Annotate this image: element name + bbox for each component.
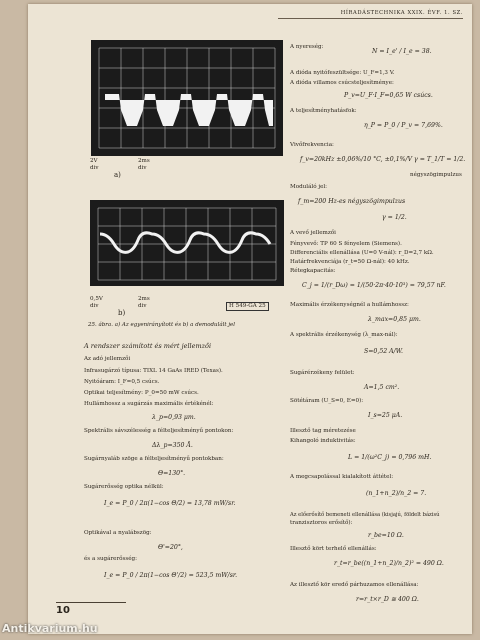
left-line: és a sugárerősség: <box>84 556 138 562</box>
right-line: Rétegkapacitás: <box>290 268 336 274</box>
right-line: Illesztő tag méretezése <box>290 428 356 434</box>
right-line: Kihangoló induktivitás: <box>290 438 356 444</box>
left-line: Optikai teljesítmény: P_0=50 mW csúcs. <box>84 390 199 396</box>
right-line: Határfrekvenciája (r_t=50 Ω-nál): 40 kHz. <box>290 259 410 265</box>
right-line: A vevő jellemzői <box>290 230 336 236</box>
right-formula: r=r_t×r_D ≅ 400 Ω. <box>356 596 419 603</box>
right-line: Sötétáram (U_S=0, E=0): <box>290 398 364 404</box>
right-formula: (n_1+n_2)/n_2 = 7. <box>366 490 427 497</box>
scope-a-time-label: 2ms div <box>138 158 150 171</box>
right-formula: η_P = P_0 / P_v = 7,69%. <box>364 122 443 129</box>
left-formula: Θ'=20°, <box>158 544 183 551</box>
right-formula: P_v=U_F·I_F=0,65 W csúcs. <box>344 92 433 99</box>
right-line: Sugárérzékeny felület: <box>290 370 355 376</box>
left-line: Hullámhossz a sugárzás maximális értékénél: <box>84 401 214 407</box>
right-line: Maximális érzékenységnél a hullámhossz: <box>290 302 409 308</box>
scope-a-volt-label: 2V div <box>90 158 99 171</box>
right-line: Fényvevő: TP 60 S fényelem (Siemens). <box>290 241 402 247</box>
right-line: A teljesítményhatásfok: <box>290 108 357 114</box>
left-line: Az adó jellemzői <box>84 356 131 362</box>
right-line: A dióda villamos csúcsteljesítménye: <box>290 80 394 86</box>
right-line: négyszögimpulzus <box>410 172 462 178</box>
right-formula: r_t=r_be((n_1+n_2)/n_2)² = 490 Ω. <box>334 560 444 567</box>
right-formula: f_v=20kHz ±0,06%/10 °C, ±0,1%/V γ = T_1/T = 1/2. <box>300 156 466 163</box>
right-line: A dióda nyitófeszültsége: U_F=1,3 V. <box>290 70 395 76</box>
right-line: Illesztő kört terhelő ellenállás: <box>290 546 377 552</box>
right-line: A spektrális érzékenység (λ_max-nál): <box>290 332 398 338</box>
figure-caption: 25. ábra. a) Az egyenirányított és b) a demodulált jel <box>88 322 236 328</box>
oscilloscope-image-b <box>90 200 284 318</box>
right-formula: C_j = 1/(r_Dω) = 1/(50·2π·40·10³) = 79,57 nF. <box>302 282 446 289</box>
right-formula: I_s=25 μA. <box>368 412 403 419</box>
running-header: HÍRADÁSTECHNIKA XXIX. ÉVF. 1. SZ. <box>278 10 463 19</box>
left-formula: λ_p=0,93 μm. <box>152 414 196 421</box>
oscilloscope-image-a <box>91 40 283 188</box>
watermark: Antikvarium.hu <box>2 622 98 635</box>
scope-b-volt-label: 0,5V div <box>90 296 103 309</box>
right-formula: λ_max=0,85 μm. <box>368 316 421 323</box>
right-formula: N = I_e' / I_e = 38. <box>372 48 432 55</box>
right-line: Az illesztő kör eredő párhuzamos ellenállása: <box>290 582 419 588</box>
left-formula: Δλ_p=350 Å. <box>152 442 193 449</box>
scope-a-tag: a) <box>114 171 121 179</box>
left-line: Spektrális sávszélesség a félteljesítményű pontokon: <box>84 428 234 434</box>
left-formula: I_e = P_0 / 2π(1−cos Θ/2) = 13,78 mW/sr. <box>104 500 236 507</box>
right-formula: f_m=200 Hz-es négyszögimpulzus <box>298 198 406 205</box>
right-line: A nyereség: <box>290 44 324 50</box>
right-formula: L = 1/(ω²C_j) = 0,796 mH. <box>348 454 432 461</box>
left-formula: Θ=130°. <box>158 470 186 477</box>
scope-b-tag: b) <box>118 309 126 317</box>
scope-b-time-label: 2ms div <box>138 296 150 309</box>
right-formula: r_be=10 Ω. <box>368 532 404 539</box>
left-line: Sugárerősség optika nélkül: <box>84 484 164 490</box>
scope-b-id: H 549-GA 25 <box>226 302 269 311</box>
right-line: Az előerősítő bemeneti ellenállása (kisjajú, földelt bázisú <box>290 512 440 518</box>
page-number: 10 <box>56 605 70 616</box>
left-line: Optikával a nyalábszög: <box>84 530 152 536</box>
right-line: tranzisztoros erősítő): <box>290 520 353 526</box>
section-title: A rendszer számított és mért jellemzői <box>84 342 212 350</box>
right-line: Vivőfrekvencia: <box>290 142 334 148</box>
right-line: Moduláló jel: <box>290 184 328 190</box>
left-line: Nyitóáram: I_F=0,5 csúcs. <box>84 379 160 385</box>
left-line: Sugárnyaláb szöge a félteljesítményű pontokban: <box>84 456 224 462</box>
right-formula: γ = 1/2. <box>382 214 407 221</box>
left-formula: I_e = P_0 / 2π(1−cos Θ'/2) = 523,5 mW/sr. <box>104 572 238 579</box>
right-formula: A=1,5 cm². <box>364 384 400 391</box>
right-line: A megcsapolással kialakított áttétel: <box>290 474 394 480</box>
document-page <box>28 4 472 634</box>
right-formula: S=0,52 A/W. <box>364 348 403 355</box>
right-line: Differenciális ellenállása (U=0 V-nál): r_D=2,7 kΩ. <box>290 250 434 256</box>
left-line: Infrasugárzó típusa: TIXL 14 GaAs IRED (Texas). <box>84 368 223 374</box>
footer-rule <box>56 602 126 603</box>
